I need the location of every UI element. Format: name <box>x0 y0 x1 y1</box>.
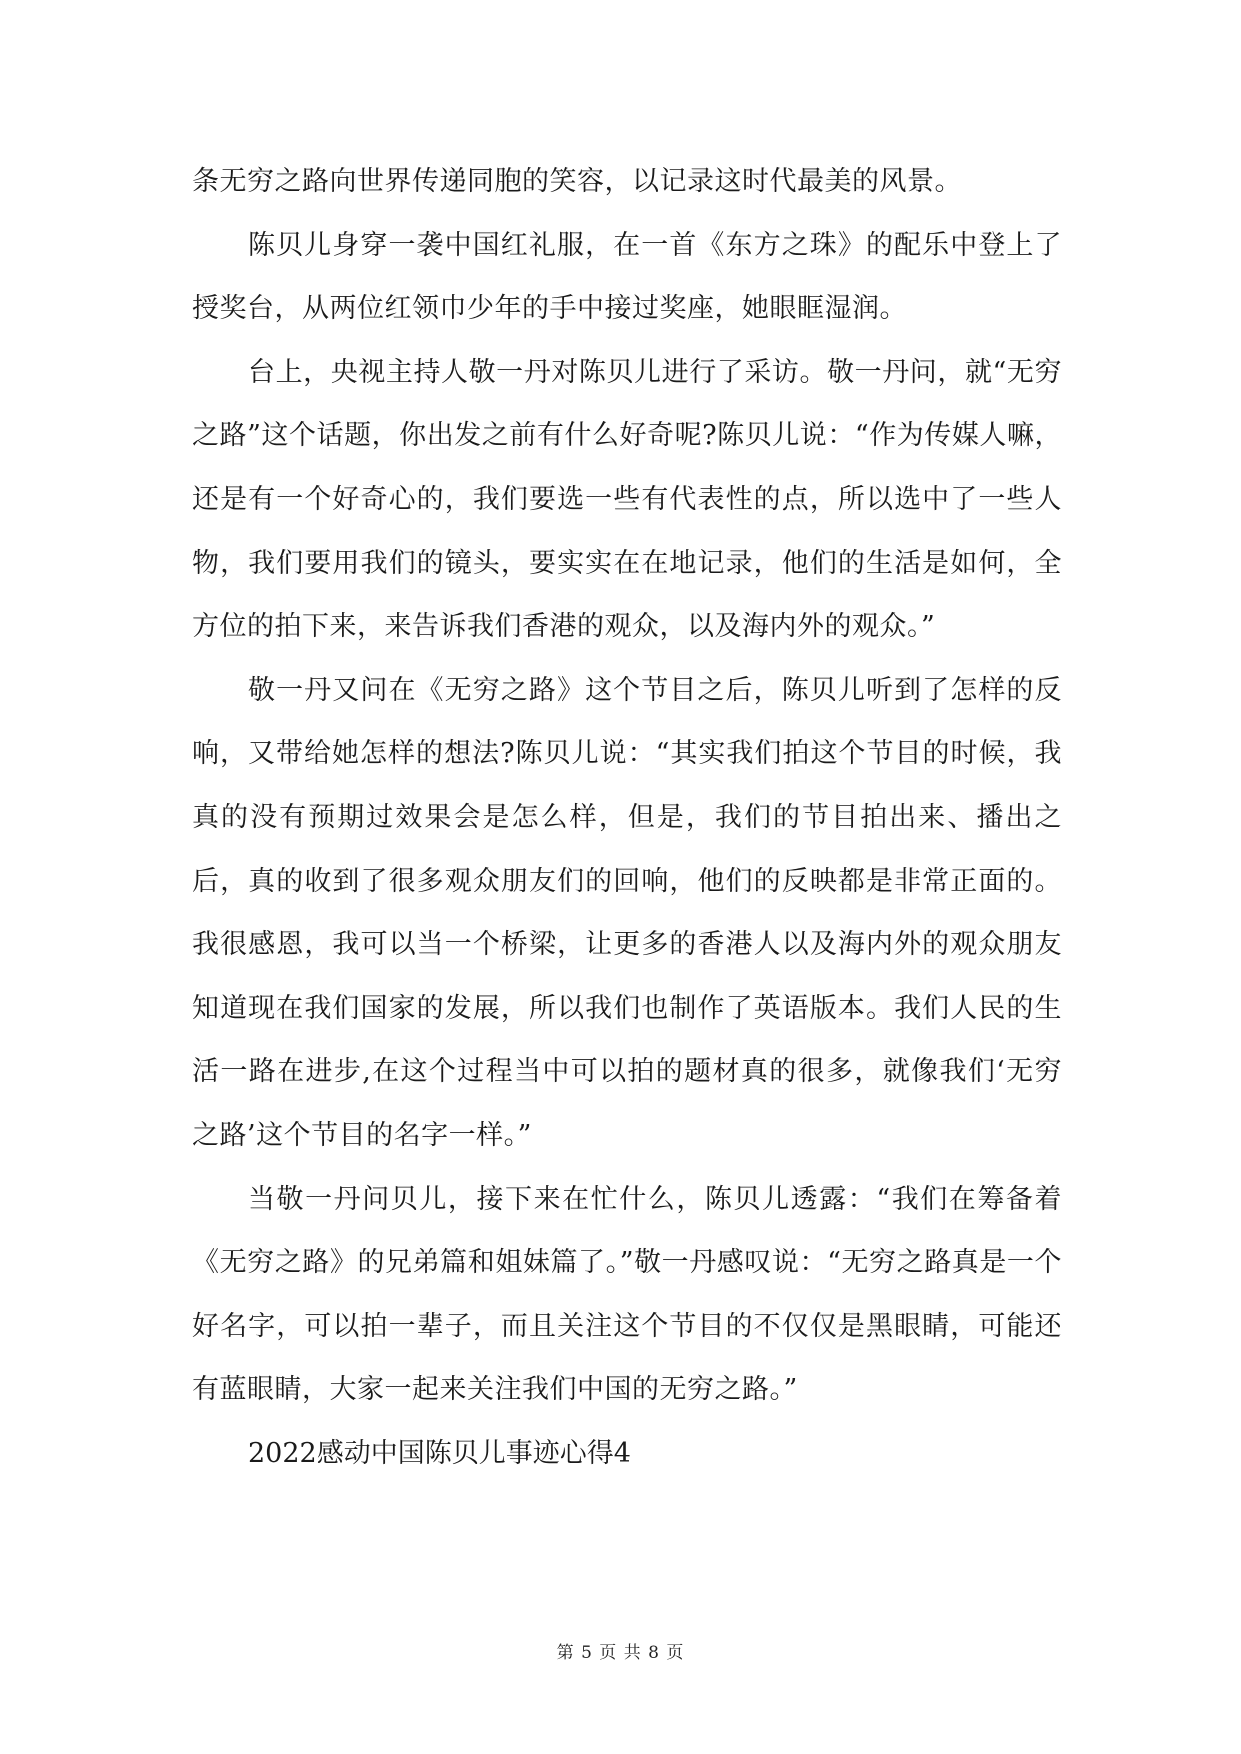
paragraph-continuation: 条无穷之路向世界传递同胞的笑容，以记录这时代最美的风景。 <box>192 166 962 197</box>
paragraph-award-ceremony: 陈贝儿身穿一袭中国红礼服，在一首《东方之珠》的配乐中登上了授奖台，从两位红领巾少年的手中接过奖座，她眼眶湿润。 <box>192 229 1062 325</box>
paragraph-interview-question-2: 敬一丹又问在《无穷之路》这个节目之后，陈贝儿听到了怎样的反响，又带给她怎样的想法?陈贝儿说：“其实我们拍这个节目的时候，我真的没有预期过效果会是怎么样，但是，我们的节目拍出来、播出之后，真的收到了很多观众朋友们的回响，他们的反映都是非常正面的。我很感恩，我可以当一个桥梁，让更多的香港人以及海内外的观众朋友知道现在我们国家的发展，所以我们也制作了英语版本。我们人民的生活一路在进步,在这个过程当中可以拍的题材真的很多，就像我们‘无穷之路’这个节目的名字一样。” <box>192 674 1062 1151</box>
page-number-footer: 第 5 页 共 8 页 <box>556 1643 685 1663</box>
document-body <box>192 150 1062 1485</box>
paragraph-interview-question-1: 台上，央视主持人敬一丹对陈贝儿进行了采访。敬一丹问，就“无穷之路”这个话题，你出发之前有什么好奇呢?陈贝儿说：“作为传媒人嘛，还是有一个好奇心的，我们要选一些有代表性的点，所以选中了一些人物，我们要用我们的镜头，要实实在在地记录，他们的生活是如何，全方位的拍下来，来告诉我们香港的观众，以及海内外的观众。” <box>192 356 1062 643</box>
paragraph-interview-question-3: 当敬一丹问贝儿，接下来在忙什么，陈贝儿透露：“我们在筹备着《无穷之路》的兄弟篇和姐妹篇了。”敬一丹感叹说：“无穷之路真是一个好名字，可以拍一辈子，而且关注这个节目的不仅仅是黑眼睛，可能还有蓝眼睛，大家一起来关注我们中国的无穷之路。” <box>192 1183 1062 1406</box>
section-heading: 2022感动中国陈贝儿事迹心得4 <box>248 1437 631 1469</box>
